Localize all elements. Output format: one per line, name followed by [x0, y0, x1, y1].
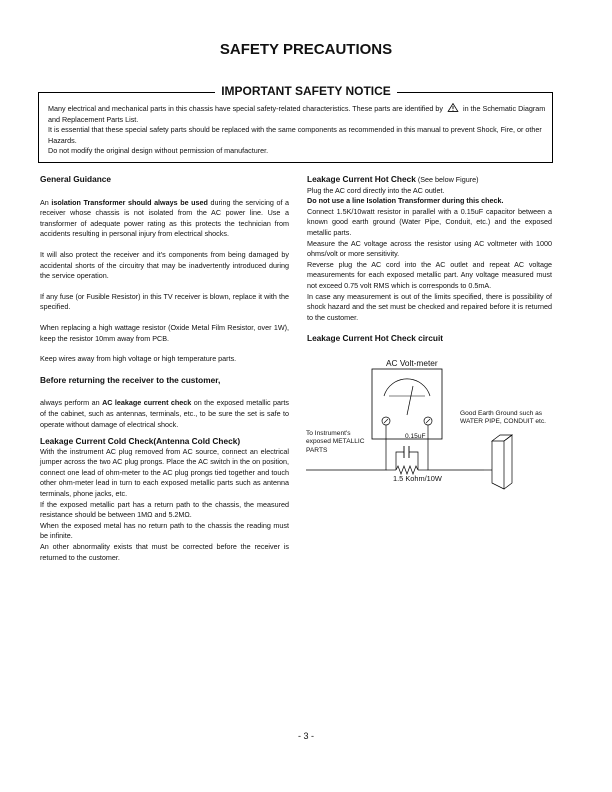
left-paragraph-6: [40, 398, 289, 430]
meter-body: [372, 369, 442, 439]
meter-label: AC Volt-meter: [386, 358, 438, 368]
left-p6-c: on the exposed metallic parts of the cabinet, such as antennas, terminals, etc., to be sure the set is safe to operate without damage of electrical shock.: [40, 398, 289, 429]
notice-p1-b: in the Schematic Diagram and Replacement Parts List.: [48, 104, 546, 124]
left-paragraph-9: When the exposed metal has no return path to the chassis the reading must be infinite.: [40, 520, 289, 541]
before-returning-heading: Before returning the receiver to the customer,: [40, 374, 221, 385]
hot-check-circuit-diagram: [300, 355, 552, 495]
right-paragraph-1: Plug the AC cord directly into the AC outlet.: [307, 185, 445, 195]
notice-title-text: IMPORTANT SAFETY NOTICE: [215, 84, 397, 98]
notice-paragraph-3: Do not modify the original design without permission of manufacturer.: [48, 146, 269, 156]
earth-ground-label: Good Earth Ground such as WATER PIPE, CONDUIT etc.: [460, 410, 546, 426]
left-p6-bold: AC leakage current check: [102, 398, 192, 408]
left-paragraph-2: It will also protect the receiver and it's components from being damaged by accidental shorts of the circuitry that may be inadvertently introduced during the service operation.: [40, 249, 289, 281]
resistor-label: 1.5 Kohm/10W: [393, 474, 442, 483]
right-paragraph-2: Do not use a line Isolation Transformer during this check.: [307, 196, 504, 206]
instrument-parts-label: To Instrument's exposed METALLIC PARTS: [306, 430, 365, 454]
notice-body: [48, 103, 548, 157]
hot-check-circuit-heading: Leakage Current Hot Check circuit: [307, 333, 444, 344]
capacitor-label: 0.15uF: [405, 433, 426, 440]
water-pipe: [492, 441, 504, 489]
left-p1-c: during the servicing of a receiver whose chassis is not isolated from the AC power line. Use a transformer of adequate power rating as this protects the technician from accidents resulting in personal injury from electrical shocks.: [40, 197, 290, 239]
left-paragraph-1: [40, 198, 289, 240]
left-paragraph-3: If any fuse (or Fusible Resistor) in this TV receiver is blown, replace it with the specified.: [40, 291, 289, 312]
left-paragraph-5: Keep wires away from high voltage or high temperature parts.: [40, 354, 237, 364]
right-paragraph-6: In case any measurement is out of the limits specified, there is possibility of shock hazard and the set must be checked and repaired before it is returned to the customer.: [307, 291, 552, 322]
page-title: SAFETY PRECAUTIONS: [219, 41, 393, 58]
left-paragraph-10: An other abnormality exists that must be corrected before the receiver is returned to the customer.: [40, 542, 289, 562]
hot-check-heading-bold: Leakage Current Hot Check: [307, 174, 416, 184]
left-column: [40, 174, 289, 563]
left-paragraph-8: If the exposed metallic part has a return path to the chassis, the measured resistance should be between 1MΩ and 5.2MΩ.: [40, 499, 289, 520]
resistor: [396, 466, 418, 474]
hot-check-heading-note: (See below Figure): [417, 175, 479, 184]
warning-triangle-icon: [447, 103, 459, 112]
cold-check-heading: Leakage Current Cold Check(Antenna Cold Check): [40, 436, 241, 447]
left-p6-a: always perform an: [40, 398, 100, 408]
left-p1-bold: isolation Transformer should always be used: [51, 197, 208, 207]
hot-check-heading: [307, 174, 552, 186]
left-p1-a: An: [40, 197, 49, 207]
right-paragraph-3: Connect 1.5K/10watt resistor in parallel with a 0.15uF capacitor between a known good earth ground (Water Pipe, Conduit, etc.) and the exposed metallic parts.: [307, 206, 552, 237]
meter-scale: [384, 379, 430, 396]
notice-title: [0, 82, 612, 100]
meter-needle: [407, 386, 413, 415]
right-column: [307, 174, 552, 344]
right-paragraph-4: Measure the AC voltage across the resistor using AC voltmeter with 1000 ohms/volt or more sensitivity.: [307, 238, 552, 259]
right-paragraph-5: Reverse plug the AC cord into the AC outlet and repeat AC voltage measurements for each exposed metallic part. Any voltage measured must not exceed 0.75 volt RMS which is corresponds to 0.5mA.: [307, 259, 552, 290]
notice-paragraph-1: [48, 103, 548, 125]
notice-paragraph-2: It is essential that these special safety parts should be replaced with the same components as recommended in this manual to prevent Shock, Fire, or other Hazards.: [48, 125, 542, 145]
general-guidance-heading: General Guidance: [40, 174, 112, 184]
notice-p1-a: Many electrical and mechanical parts in this chassis have special safety-related characteristics. These parts are identified by: [48, 104, 443, 113]
left-paragraph-7: With the instrument AC plug removed from AC source, connect an electrical jumper across the two AC plug prongs. Place the AC switch in the on position, connect one lead of ohm-meter to the AC plug prongs tied together and touch other ohm-meter lead in turn to each exposed metallic parts such as antenna terminals, phone jacks, etc.: [40, 446, 289, 499]
left-paragraph-4: When replacing a high wattage resistor (Oxide Metal Film Resistor, over 1W), keep the resistor 10mm away from PCB.: [40, 322, 289, 343]
page-number: - 3 -: [297, 731, 314, 741]
